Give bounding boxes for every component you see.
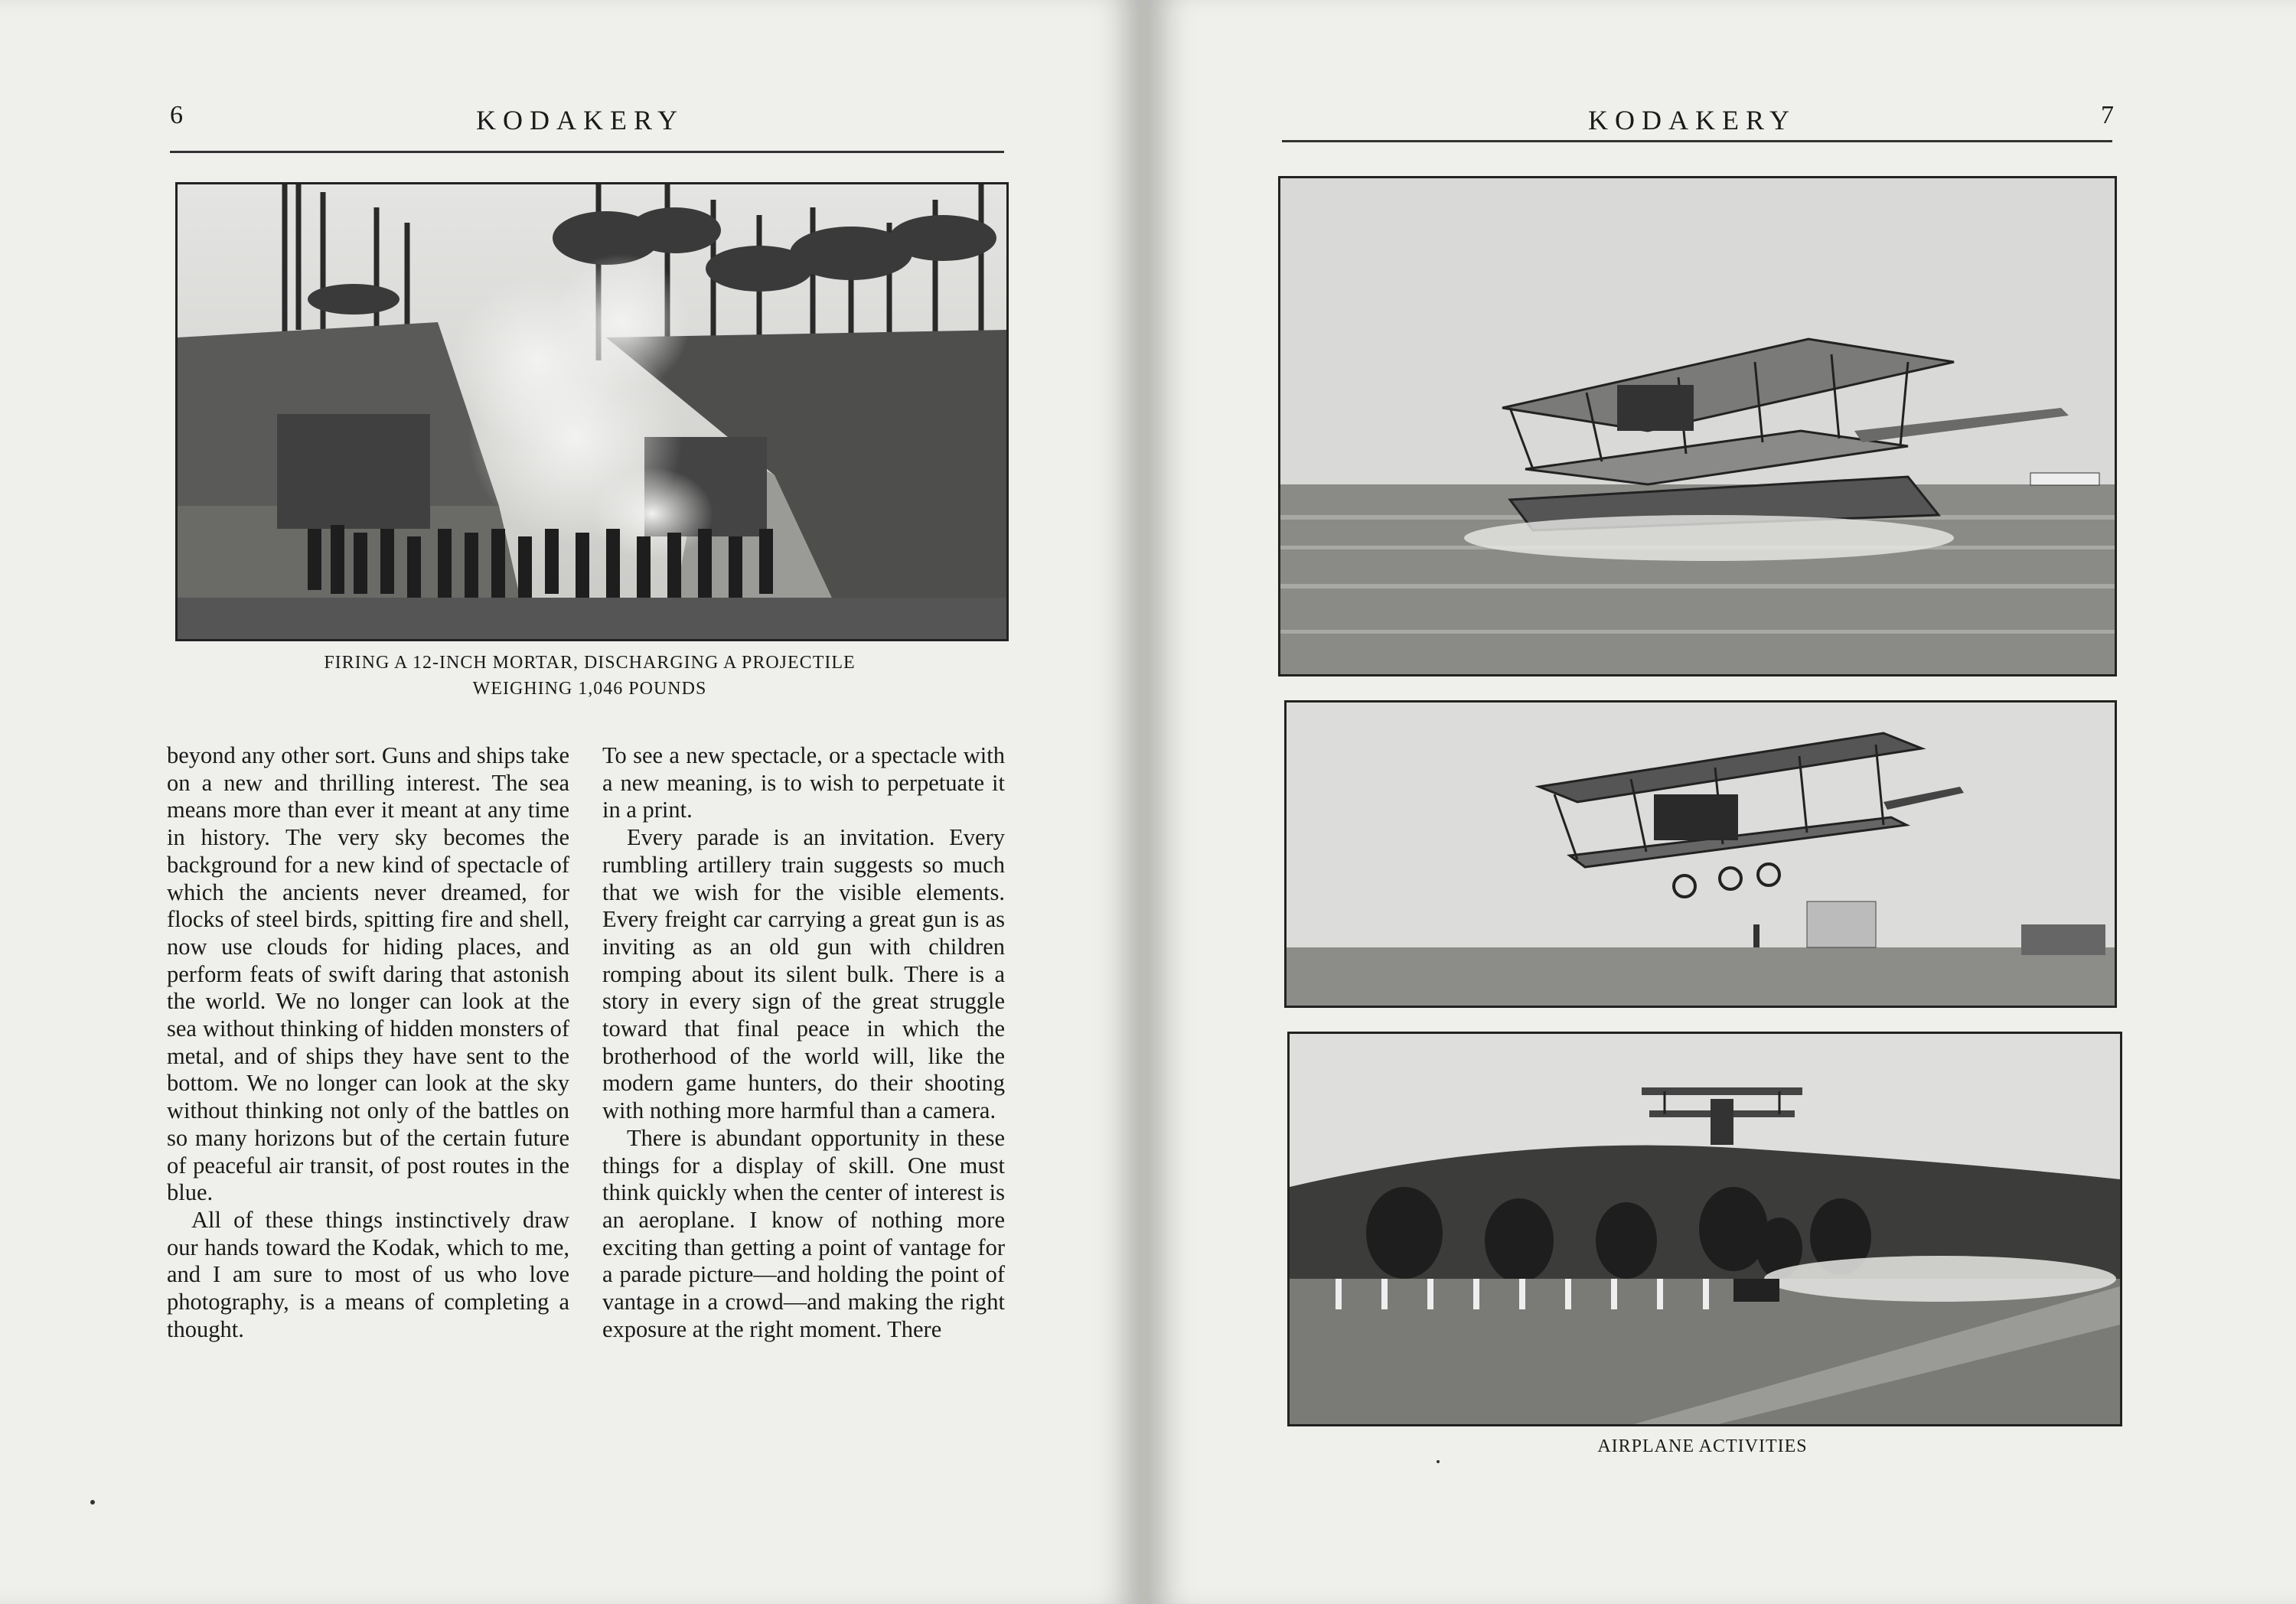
left-page [0, 0, 1140, 1604]
page-number-left: 6 [170, 101, 184, 129]
header-rule-right [1282, 140, 2112, 142]
biplane-racecar-photo [1287, 1032, 2122, 1426]
column2-paragraph-3: There is abundant opportunity in these things for a display of skill. One must think quickly when the center of interest is an aeroplane. I know of nothing more exciting than getting a point of vantage for a parade picture—and holding the point of vantage in a crowd—and making the right exposure at the right moment. There [602, 1124, 1005, 1342]
page-speck-right [1437, 1460, 1440, 1463]
running-head-left: KODAKERY [476, 105, 685, 135]
text-column-1 [167, 742, 569, 1343]
right-page [1148, 0, 2296, 1604]
header-rule-left [170, 151, 1004, 153]
biplane-landing-photo [1284, 700, 2117, 1008]
photo-caption-line1: FIRING A 12-INCH MORTAR, DISCHARGING A PROJECTILE [324, 653, 856, 673]
column2-paragraph-2: Every parade is an invitation. Every rumbling artillery train suggests so much that we wish for the visible elements. Every freight car carrying a great gun is as inviting as an old gun with children romping about its silent bulk. There is a story in every sign of the great struggle toward that final peace in which the brotherhood of the world will, like the modern game hunters, do their shooting with nothing more harmful than a camera. [602, 824, 1005, 1124]
running-head-right: KODAKERY [1588, 105, 1797, 135]
mortar-firing-photo [175, 182, 1009, 641]
column1-paragraph-2: All of these things instinctively draw our hands toward the Kodak, which to me, and I am sure to most of us who love photography, is a means of completing a thought. [167, 1206, 569, 1342]
photo-caption-line2: WEIGHING 1,046 POUNDS [472, 679, 707, 699]
column1-paragraph-1: beyond any other sort. Guns and ships take on a new and thrilling interest. The sea means more than ever it meant at any time in history. The very sky becomes the background for a new kind of spectacle of which the ancients never dreamed, for flocks of steel birds, spitting fire and shell, now use clouds for hiding places, and perform feats of swift daring that astonish the world. We no longer can look at the sea without thinking of hidden monsters of metal, and of ships they have sent to the bottom. We no longer can look at the sky without thinking not only of the battles on so many horizons but of the certain future of peaceful air transit, of post routes in the blue. [167, 742, 569, 1206]
seaplane-photo [1278, 176, 2117, 676]
page-speck [90, 1500, 95, 1505]
text-column-2 [602, 742, 1005, 1343]
photos-caption: AIRPLANE ACTIVITIES [1597, 1436, 1808, 1456]
page-number-right: 7 [2101, 101, 2115, 129]
column2-paragraph-1: To see a new spectacle, or a spectacle with a new meaning, is to wish to perpetuate it in a print. [602, 742, 1005, 823]
